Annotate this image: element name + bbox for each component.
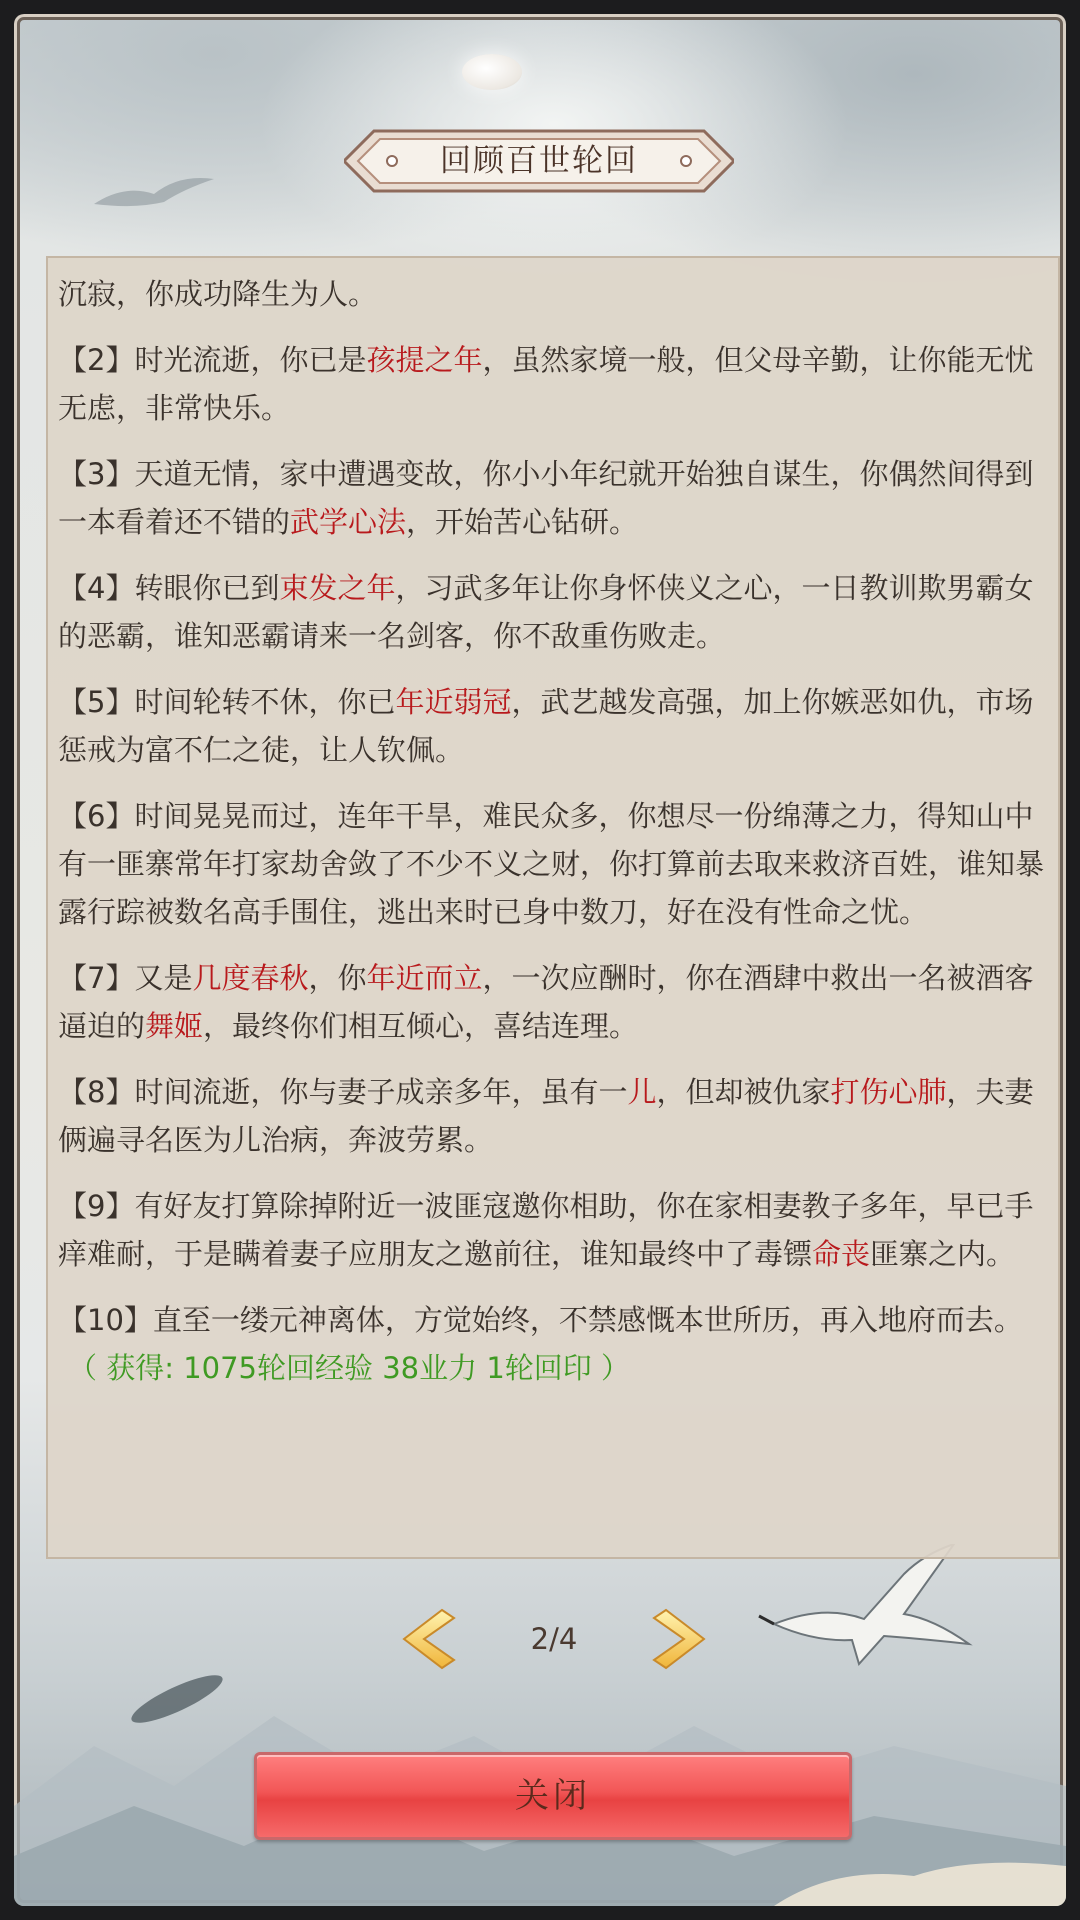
history-entry <box>58 450 1052 546</box>
entry-text: 【9】有好友打算除掉附近一波匪寇邀你相助，你在家相妻教子多年，早已手痒难耐，于是瞒着妻子应朋友之邀前往，谁知最终中了毒镖 <box>58 1189 1034 1271</box>
pagination <box>394 1604 714 1674</box>
feather-decoration <box>122 1674 232 1724</box>
history-entry <box>58 1068 1052 1164</box>
entry-text: 沉寂，你成功降生为人。 <box>58 277 378 311</box>
entry-text: 【5】时间轮转不休，你已 <box>58 685 396 719</box>
chevron-right-icon[interactable] <box>644 1604 714 1674</box>
highlight-text: 舞姬 <box>145 1009 204 1043</box>
highlight-text: 打伤心肺 <box>830 1075 947 1109</box>
entry-text: ，夫妻俩遍寻名医为儿治病，奔波劳累。 <box>58 1075 1034 1157</box>
history-entry <box>58 1296 1052 1344</box>
entry-text: ，开始苦心钻研。 <box>406 505 639 539</box>
history-entries <box>58 270 1052 1388</box>
entry-text: ，最终你们相互倾心，喜结连理。 <box>203 1009 639 1043</box>
chevron-left-icon[interactable] <box>394 1604 464 1674</box>
highlight-text: 束发之年 <box>279 571 396 605</box>
entry-text: 匪寨之内。 <box>870 1237 1016 1271</box>
highlight-text: 年近而立 <box>366 961 483 995</box>
highlight-text: 儿 <box>627 1075 657 1109</box>
close-button[interactable]: 关闭 <box>254 1752 852 1840</box>
entry-text: ，虽然家境一般，但父母辛勤，让你能无忧无虑，非常快乐。 <box>58 343 1034 425</box>
history-entry <box>58 792 1052 936</box>
highlight-text: 年近弱冠 <box>395 685 512 719</box>
highlight-text: 武学心法 <box>290 505 407 539</box>
entry-text: ，你 <box>308 961 367 995</box>
entry-text: 【4】转眼你已到 <box>58 571 280 605</box>
moon-decoration <box>462 54 522 90</box>
entry-text: ，武艺越发高强，加上你嫉恶如仇，市场惩戒为富不仁之徒，让人钦佩。 <box>58 685 1034 767</box>
entry-text: 【6】时间晃晃而过，连年干旱，难民众多，你想尽一份绵薄之力，得知山中有一匪寨常年打家劫舍敛了不少不义之财，你打算前去取来救济百姓，谁知暴露行踪被数名高手围住，逃出来时已身中数刀，好在没有性命之忧。 <box>58 799 1045 929</box>
history-entry <box>58 270 1052 318</box>
history-text-panel[interactable] <box>46 256 1060 1559</box>
entry-text: 【3】天道无情，家中遭遇变故，你小小年纪就开始独自谋生，你偶然间得到一本看着还不错的 <box>58 457 1034 539</box>
history-entry <box>58 678 1052 774</box>
entry-text: 【8】时间流逝，你与妻子成亲多年，虽有一 <box>58 1075 628 1109</box>
entry-text: 【10】直至一缕元神离体，方觉始终，不禁感慨本世所历，再入地府而去。 <box>58 1303 1023 1337</box>
highlight-text: 孩提之年 <box>366 343 483 377</box>
entry-text: 【2】时光流逝，你已是 <box>58 343 367 377</box>
dialog-title: 回顾百世轮回 <box>440 143 638 179</box>
entry-text: 【7】又是 <box>58 961 193 995</box>
entry-text: ，但却被仇家 <box>656 1075 831 1109</box>
dialog-window <box>14 14 1066 1906</box>
history-entry <box>58 954 1052 1050</box>
crane-decoration <box>754 1544 984 1684</box>
reward-text: （ 获得: 1075轮回经验 38业力 1轮回印 ） <box>68 1351 631 1385</box>
title-banner <box>344 126 734 196</box>
entry-text: ，一次应酬时，你在酒肆中救出一名被酒客逼迫的 <box>58 961 1034 1043</box>
crane-decoration-top <box>84 164 224 224</box>
page-indicator: 2/4 <box>530 1622 578 1656</box>
entry-text: ，习武多年让你身怀侠义之心，一日教训欺男霸女的恶霸，谁知恶霸请来一名剑客，你不敌重伤败走。 <box>58 571 1034 653</box>
history-entry <box>58 1182 1052 1278</box>
highlight-text: 几度春秋 <box>192 961 309 995</box>
history-entry <box>58 564 1052 660</box>
highlight-text: 命丧 <box>812 1237 871 1271</box>
history-entry <box>58 336 1052 432</box>
